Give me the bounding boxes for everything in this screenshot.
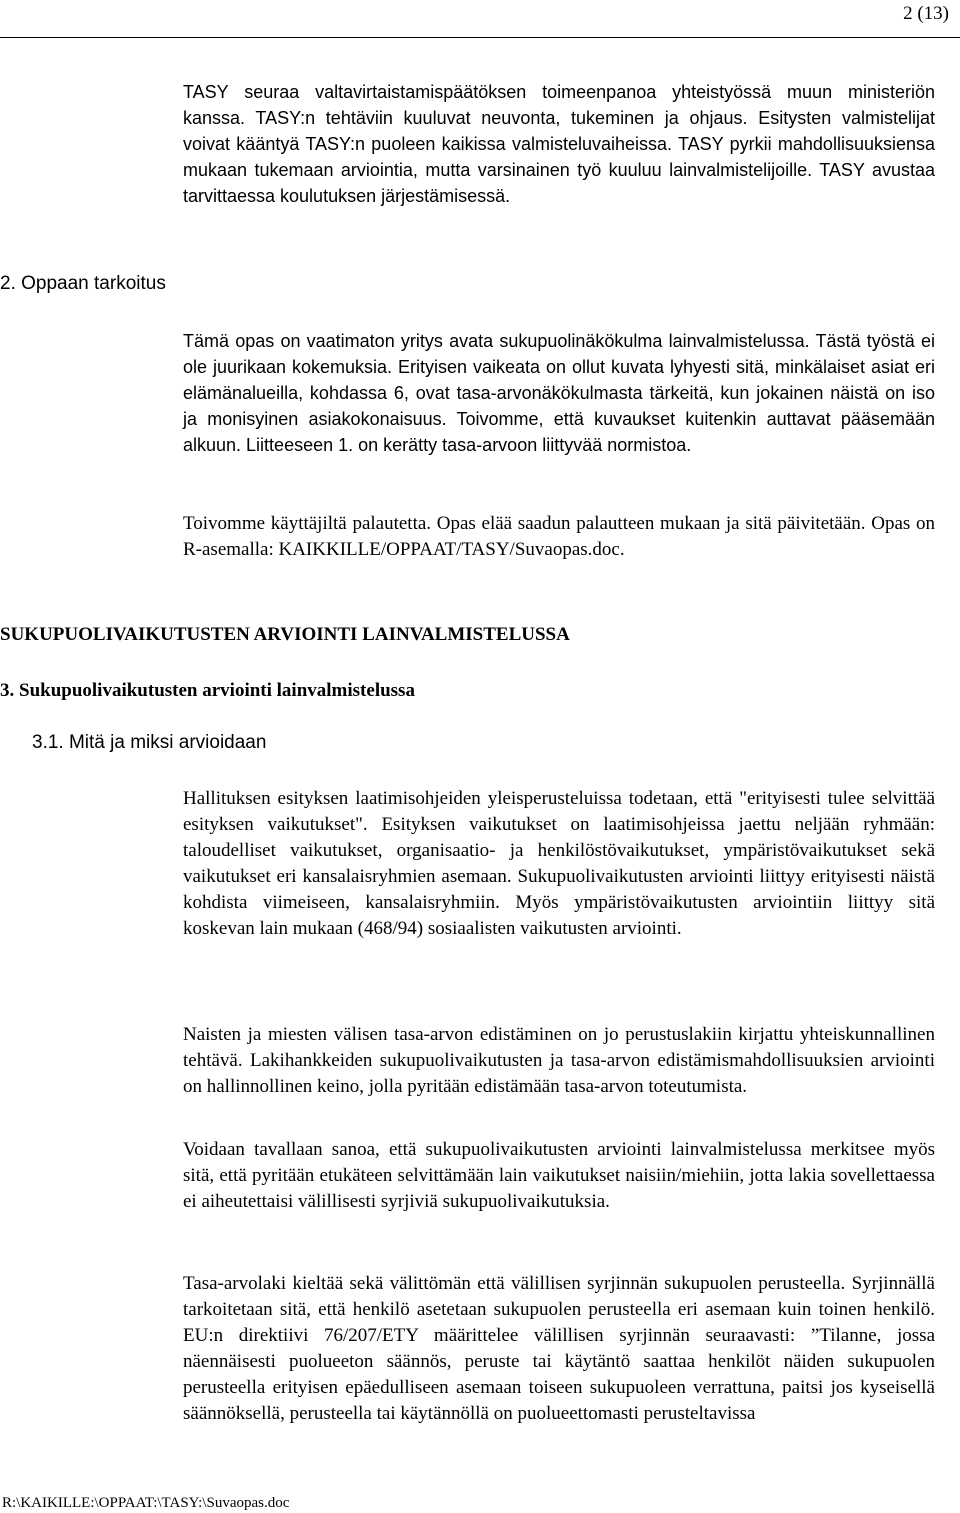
- footer-file-path: R:\KAIKILLE:\OPPAAT:\TASY:\Suvaopas.doc: [2, 1495, 290, 1511]
- section-3-paragraph-4: Tasa-arvolaki kieltää sekä välittömän että välillisen syrjinnän sukupuolen perusteella. Syrjinnällä tarkoitetaan sitä, että henkilö asetetaan sukupuolen perusteella eri asemaan kuin toinen henkilö. EU:n direktiivi 76/207/ETY määrittelee välillisen syrjinnän seuraavasti: ”Tilanne, jossa näennäisesti puolueeton säännös, peruste tai käytäntö saattaa henkilöt näiden sukupuolen perusteella erityisen epäedulliseen asemaan toiseen sukupuoleen verrattuna, paitsi jos kyseisellä säännöksellä, perusteella tai käytännöllä on puolueettomasti perusteltavissa: [183, 1273, 935, 1424]
- section-2-paragraph-1: Tämä opas on vaatimaton yritys avata sukupuolinäkökulma lainvalmistelussa. Tästä työstä ei ole juurikaan kokemuksia. Erityisen vaikeata on ollut kuvata lyhyesti sitä, minkälaiset asiat eri elämänalueilla, kohdassa 6, ovat tasa-arvonäkökulmasta tärkeitä, kun jokainen näistä on iso ja monisyinen asiakokonaisuus. Toivomme, että kuvaukset kuitenkin auttavat pääsemään alkuun. Liitteeseen 1. on kerätty tasa-arvoon liittyvää normistoa.: [183, 331, 935, 455]
- section-3-paragraph-1: Hallituksen esityksen laatimisohjeiden yleisperusteluissa todetaan, että "erityisesti tulee selvittää esityksen vaikutukset". Esityksen vaikutukset on laatimisohjeissa jaettu neljään ryhmään: taloudelliset vaikutukset, organisaatio- ja henkilöstövaikutukset, ympäristövaikutukset sekä vaikutukset eri kansalaisryhmien asemaan. Sukupuolivaikutusten arviointi liittyy erityisesti näistä kohdista viimeiseen, kansalaisryhmiin. Myös ympäristövaikutusten arviointiin liittyy sitä koskevan lain mukaan (468/94) sosiaalisten vaikutusten arviointi.: [183, 788, 935, 939]
- section-3-paragraph-2: Naisten ja miesten välisen tasa-arvon edistäminen on jo perustuslakiin kirjattu yhteiskunnallinen tehtävä. Lakihankkeiden sukupuolivaikutusten ja tasa-arvon edistämismahdollisuuksien arviointi on hallinnollinen keino, jolla pyritään edistämään tasa-arvon toteutumista.: [183, 1024, 935, 1097]
- section-2-heading: 2. Oppaan tarkoitus: [0, 273, 166, 294]
- main-heading: SUKUPUOLIVAIKUTUSTEN ARVIOINTI LAINVALMISTELUSSA: [0, 624, 570, 645]
- section-3-1-heading: 3.1. Mitä ja miksi arvioidaan: [32, 732, 267, 753]
- page-number: 2 (13): [903, 3, 949, 24]
- section-2-paragraph-2: Toivomme käyttäjiltä palautetta. Opas elää saadun palautteen mukaan ja sitä päivitetään. Opas on R-asemalla: KAIKKILLE/OPPAAT/TASY/Suvaopas.doc.: [183, 513, 935, 560]
- section-3-paragraph-3: Voidaan tavallaan sanoa, että sukupuolivaikutusten arviointi lainvalmistelussa merkitsee myös sitä, että pyritään etukäteen selvittämään lain vaikutukset naisiin/miehiin, jotta lakia sovellettaessa ei aiheutettaisi välillisesti syrjiviä sukupuolivaikutuksia.: [183, 1139, 935, 1212]
- section-3-heading: 3. Sukupuolivaikutusten arviointi lainvalmistelussa: [0, 680, 415, 701]
- intro-paragraph: TASY seuraa valtavirtaistamispäätöksen toimeenpanoa yhteistyössä muun ministeriön kanssa. TASY:n tehtäviin kuuluvat neuvonta, tukeminen ja ohjaus. Esitysten valmistelijat voivat kääntyä TASY:n puoleen kaikissa valmisteluvaiheissa. TASY pyrkii mahdollisuuksiensa mukaan tukemaan arviointia, mutta varsinainen työ kuuluu lainvalmistelijoille. TASY avustaa tarvittaessa koulutuksen järjestämisessä.: [183, 82, 935, 206]
- header-rule: [0, 37, 960, 38]
